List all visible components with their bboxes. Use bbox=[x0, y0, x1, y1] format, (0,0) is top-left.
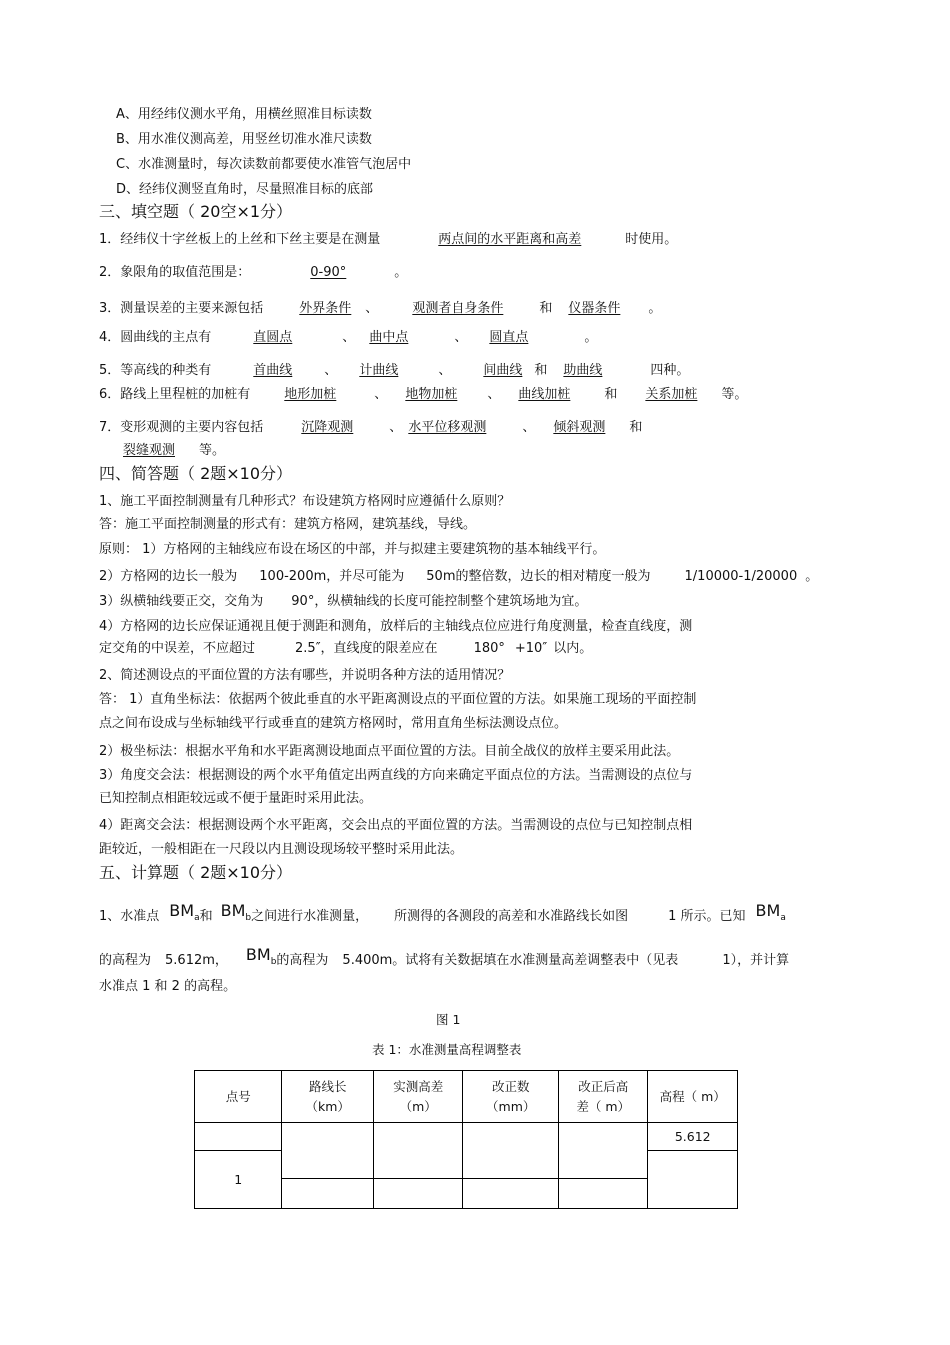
answer: 助曲线 bbox=[563, 363, 603, 378]
text: 的高程为 bbox=[276, 953, 329, 968]
q-text: 等。 bbox=[721, 387, 748, 402]
header-text: 路线长 （km） bbox=[305, 1078, 350, 1114]
q-text: 1．经纬仪十字丝板上的上丝和下丝主要是在测量 bbox=[99, 232, 381, 247]
text: 2）方格网的边长一般为 bbox=[99, 569, 238, 584]
answer: 倾斜观测 bbox=[553, 420, 606, 435]
header-text: 高程（ m） bbox=[659, 1088, 726, 1104]
bm-symbol: BM bbox=[220, 901, 246, 920]
q-text: 、 bbox=[487, 387, 501, 402]
answer: 0-90° bbox=[310, 265, 347, 280]
q-text: 、 bbox=[324, 363, 338, 378]
text: 的整倍数，边长的相对精度一般为 bbox=[455, 569, 651, 584]
col-header-length bbox=[282, 1071, 374, 1123]
choice-d: D、经纬仪测竖直角时，尽量照准目标的底部 bbox=[116, 182, 374, 197]
value: +10″ bbox=[514, 641, 548, 656]
text: ，并尽可能为 bbox=[326, 569, 405, 584]
table-cell bbox=[282, 1123, 374, 1179]
answer: 间曲线 bbox=[483, 363, 523, 378]
fill-q2 bbox=[99, 264, 407, 282]
answer: 圆直点 bbox=[489, 330, 529, 345]
text: 定交角的中误差，不应超过 bbox=[99, 641, 256, 656]
q-text: 、 bbox=[438, 363, 452, 378]
answer-2-2: 2）极坐标法：根据水平角和水平距离测设地面点平面位置的方法。目前全战仪的放样主要采用此法。 bbox=[99, 744, 680, 759]
q-text: 。 bbox=[394, 265, 408, 280]
choice-a: A、用经纬仪测水平角，用横丝照准目标读数 bbox=[116, 107, 372, 122]
text: ，纵横轴线的长度可能控制整个建筑场地为宜。 bbox=[314, 594, 588, 609]
answer: 直圆点 bbox=[253, 330, 293, 345]
col-header-point bbox=[195, 1071, 282, 1123]
answer: 地形加桩 bbox=[284, 387, 337, 402]
table-cell bbox=[282, 1179, 374, 1209]
answer: 沉降观测 bbox=[301, 420, 354, 435]
table-cell bbox=[558, 1179, 647, 1209]
text: ，直线度的限差应在 bbox=[320, 641, 438, 656]
q-text: 和 bbox=[534, 363, 548, 378]
answer-2-4: 4）距离交会法：根据测设两个水平距离，交会出点的平面位置的方法。当需测设的点位与已知控制点相 bbox=[99, 818, 693, 833]
q-text: 5．等高线的种类有 bbox=[99, 363, 212, 378]
q-text: 、 bbox=[454, 330, 468, 345]
answer: 关系加桩 bbox=[645, 387, 698, 402]
table-cell bbox=[373, 1123, 462, 1179]
fill-q4 bbox=[99, 329, 597, 347]
table-cell bbox=[195, 1123, 282, 1151]
value: 5.400m。试将有关数据填在水准测量高差调整表中（见表 bbox=[342, 953, 679, 968]
answer-1: 答：施工平面控制测量的形式有：建筑方格网，建筑基线，导线。 bbox=[99, 517, 477, 532]
col-header-measured-diff bbox=[373, 1071, 462, 1123]
text: 1），并计算 bbox=[722, 953, 790, 968]
value: 100-200m bbox=[259, 569, 327, 584]
section-5-title: 五、计算题（ 2题×10分） bbox=[99, 863, 293, 882]
answer-2-1: 答： 1）直角坐标法：依据两个彼此垂直的水平距离测设点的平面位置的方法。如果施工现场的平面控制 bbox=[99, 692, 697, 707]
principle-4: 4）方格网的边长应保证通视且便于测距和测角，放样后的主轴线点位应进行角度测量，检查直线度，测 bbox=[99, 619, 693, 634]
section-3-title: 三、填空题（ 20空×1分） bbox=[99, 202, 293, 221]
answer: 外界条件 bbox=[299, 301, 352, 316]
text: 3）纵横轴线要正交，交角为 bbox=[99, 594, 264, 609]
principle-2 bbox=[99, 568, 818, 586]
bm-symbol: BM bbox=[755, 901, 781, 920]
table-caption: 表 1：水准测量高程调整表 bbox=[372, 1042, 522, 1057]
table-cell bbox=[195, 1151, 282, 1209]
table-cell bbox=[373, 1179, 462, 1209]
q-text: 、 bbox=[374, 387, 388, 402]
text: 和 bbox=[199, 909, 213, 924]
q-text: 。 bbox=[584, 330, 598, 345]
calc-line-3: 水准点 1 和 2 的高程。 bbox=[99, 979, 237, 994]
subscript: b bbox=[245, 913, 252, 923]
table-cell bbox=[463, 1179, 559, 1209]
q-text: 四种。 bbox=[650, 363, 690, 378]
question-2: 2、简述测设点的平面位置的方法有哪些，并说明各种方法的适用情况？ bbox=[99, 668, 511, 683]
leveling-table bbox=[194, 1070, 738, 1209]
header-text: 改正数 （mm） bbox=[486, 1078, 536, 1114]
q-text: 时使用。 bbox=[625, 232, 678, 247]
text: 以内。 bbox=[553, 641, 593, 656]
value: 1/10000-1/20000 bbox=[684, 569, 798, 584]
fill-q5 bbox=[99, 362, 689, 380]
point-label: 1 bbox=[234, 1171, 243, 1187]
value: 180° bbox=[473, 641, 505, 656]
q-text: 、 bbox=[389, 420, 403, 435]
header-text: 改正后高 差（ m） bbox=[576, 1078, 631, 1114]
calc-line-1 bbox=[99, 900, 786, 929]
answer: 仪器条件 bbox=[568, 301, 621, 316]
figure-label: 图 1 bbox=[436, 1012, 461, 1027]
answer: 曲中点 bbox=[369, 330, 409, 345]
subscript: b bbox=[270, 957, 277, 967]
question-1: 1、施工平面控制测量有几种形式？布设建筑方格网时应遵循什么原则？ bbox=[99, 494, 511, 509]
col-header-elevation bbox=[648, 1071, 738, 1123]
subscript: a bbox=[194, 913, 200, 923]
principle-4-cont bbox=[99, 640, 592, 658]
q-text: 和 bbox=[539, 301, 553, 316]
q-text: 。 bbox=[648, 301, 662, 316]
table-cell bbox=[648, 1151, 738, 1209]
answer: 裂缝观测 bbox=[123, 443, 176, 458]
choice-c: C、水准测量时，每次读数前都要使水准管气泡居中 bbox=[116, 157, 412, 172]
table-cell bbox=[463, 1123, 559, 1179]
value: 2.5″ bbox=[295, 641, 321, 656]
answer: 计曲线 bbox=[359, 363, 399, 378]
q-text: 3．测量误差的主要来源包括 bbox=[99, 301, 264, 316]
header-text: 点号 bbox=[225, 1088, 251, 1104]
text: 。 bbox=[805, 569, 819, 584]
q-text: 4．圆曲线的主点有 bbox=[99, 330, 212, 345]
answer-2-3-cont: 已知控制点相距较远或不便于量距时采用此法。 bbox=[99, 791, 373, 806]
text: 所测得的各测段的高差和水准路线长如图 bbox=[394, 909, 629, 924]
table-header-row bbox=[195, 1071, 738, 1123]
fill-q6 bbox=[99, 386, 747, 404]
header-text: 实测高差 （m） bbox=[393, 1078, 444, 1114]
text: 之间进行水准测量， bbox=[251, 909, 369, 924]
section-4-title: 四、简答题（ 2题×10分） bbox=[99, 464, 293, 483]
q-text: 等。 bbox=[199, 443, 226, 458]
q-text: 、 bbox=[342, 330, 356, 345]
text: 1 所示。已知 bbox=[668, 909, 746, 924]
col-header-correction bbox=[463, 1071, 559, 1123]
answer-2-3: 3）角度交会法：根据测设的两个水平角值定出两直线的方向来确定平面点位的方法。当需测设的点位与 bbox=[99, 768, 693, 783]
fill-q7 bbox=[99, 419, 642, 437]
answer: 水平位移观测 bbox=[408, 420, 487, 435]
value: 90° bbox=[291, 594, 315, 609]
answer: 首曲线 bbox=[253, 363, 293, 378]
fill-q1 bbox=[99, 231, 677, 249]
answer: 地物加桩 bbox=[405, 387, 458, 402]
table-cell bbox=[648, 1123, 738, 1151]
bm-symbol: BM bbox=[169, 901, 195, 920]
answer: 两点间的水平距离和高差 bbox=[438, 232, 582, 247]
answer: 曲线加桩 bbox=[518, 387, 571, 402]
q-text: 和 bbox=[629, 420, 643, 435]
q-text: 7．变形观测的主要内容包括 bbox=[99, 420, 264, 435]
answer: 观测者自身条件 bbox=[412, 301, 504, 316]
fill-q3 bbox=[99, 300, 661, 318]
answer-2-4-cont: 距较近，一般相距在一尺段以内且测设现场较平整时采用此法。 bbox=[99, 842, 464, 857]
value: 50m bbox=[426, 569, 456, 584]
text: 的高程为 bbox=[99, 953, 152, 968]
answer-2-1-cont: 点之间布设成与坐标轴线平行或垂直的建筑方格网时，常用直角坐标法测设点位。 bbox=[99, 716, 568, 731]
elevation-value: 5.612 bbox=[674, 1128, 711, 1144]
q-text: 、 bbox=[522, 420, 536, 435]
choice-b: B、用水准仪测高差，用竖丝切准水准尺读数 bbox=[116, 132, 372, 147]
text: 1、水准点 bbox=[99, 909, 160, 924]
q-text: 6．路线上里程桩的加桩有 bbox=[99, 387, 251, 402]
table-row bbox=[195, 1123, 738, 1151]
fill-q7-cont bbox=[99, 442, 225, 460]
subscript: a bbox=[780, 913, 786, 923]
calc-line-2 bbox=[99, 944, 789, 973]
q-text: 和 bbox=[604, 387, 618, 402]
table-cell bbox=[558, 1123, 647, 1179]
bm-symbol: BM bbox=[245, 945, 271, 964]
principle-1: 原则： 1）方格网的主轴线应布设在场区的中部，并与拟建主要建筑物的基本轴线平行。 bbox=[99, 542, 606, 557]
q-text: 2．象限角的取值范围是： bbox=[99, 265, 251, 280]
q-text: 、 bbox=[365, 301, 379, 316]
col-header-corrected-diff bbox=[558, 1071, 647, 1123]
principle-3 bbox=[99, 593, 587, 611]
value: 5.612m， bbox=[165, 953, 228, 968]
